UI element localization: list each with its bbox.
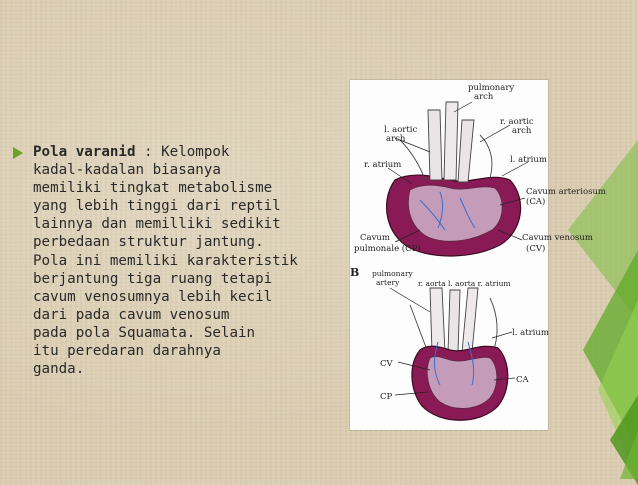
label-l-aortic-arch-1: l. aortic xyxy=(384,125,418,135)
label-cavum-venosum-1: Cavum venosum xyxy=(522,233,593,243)
side-letter: B xyxy=(350,266,360,279)
label-cavum-arteriosum-1: Cavum arteriosum xyxy=(526,187,606,197)
label-pulmonary-arch-2: arch xyxy=(474,92,494,102)
label-cavum-venosum-2: (CV) xyxy=(526,244,546,254)
label-r-atrium: r. atrium xyxy=(364,160,402,170)
label-pulmonary-artery-2: artery xyxy=(376,278,400,287)
term: Pola varanid xyxy=(33,144,136,160)
bullet-paragraph xyxy=(13,143,348,378)
label-r-aortic-arch-1: r. aortic xyxy=(500,117,534,127)
decorative-triangle xyxy=(620,430,638,479)
body-text: Kelompok kadal-kadalan biasanya memiliki tingkat metabolisme yang lebih tinggi dari reptil lainnya dan memilliki sedikit perbedaan struktur jantung. Pola ini memiliki karakteristik berjantung tiga ruang tetapi cavum venosumnya lebih kecil dari pada cavum venosum pada pola Squamata. Selain itu peredaran darahnya ganda. xyxy=(33,144,298,378)
label-cavum-pulmonale-1: Cavum xyxy=(360,233,390,243)
paragraph-text xyxy=(33,143,348,378)
label-cv: CV xyxy=(380,359,393,369)
label-l-aortic-arch-2: arch xyxy=(386,134,406,144)
label-r-aortic-arch-2: arch xyxy=(512,126,532,136)
heart-diagram xyxy=(350,80,606,430)
bottom-heart xyxy=(390,288,515,420)
label-aorta-row: r. aorta l. aorta r. atrium xyxy=(418,279,511,288)
label-pulmonary-arch-1: pulmonary xyxy=(468,83,515,93)
label-ca: CA xyxy=(516,375,529,385)
separator: : xyxy=(135,144,162,160)
heart-diagram-figure xyxy=(350,80,606,430)
label-cavum-pulmonale-2: pulmonale (CP) xyxy=(354,244,421,254)
label-cp: CP xyxy=(380,392,393,402)
label-l-atrium: l. atrium xyxy=(510,155,547,165)
label-l-atrium-bottom: l. atrium xyxy=(512,328,549,338)
label-pulmonary-artery-1: pulmonary xyxy=(372,269,413,278)
bullet-arrow-icon xyxy=(13,147,23,159)
label-cavum-arteriosum-2: (CA) xyxy=(526,197,546,207)
